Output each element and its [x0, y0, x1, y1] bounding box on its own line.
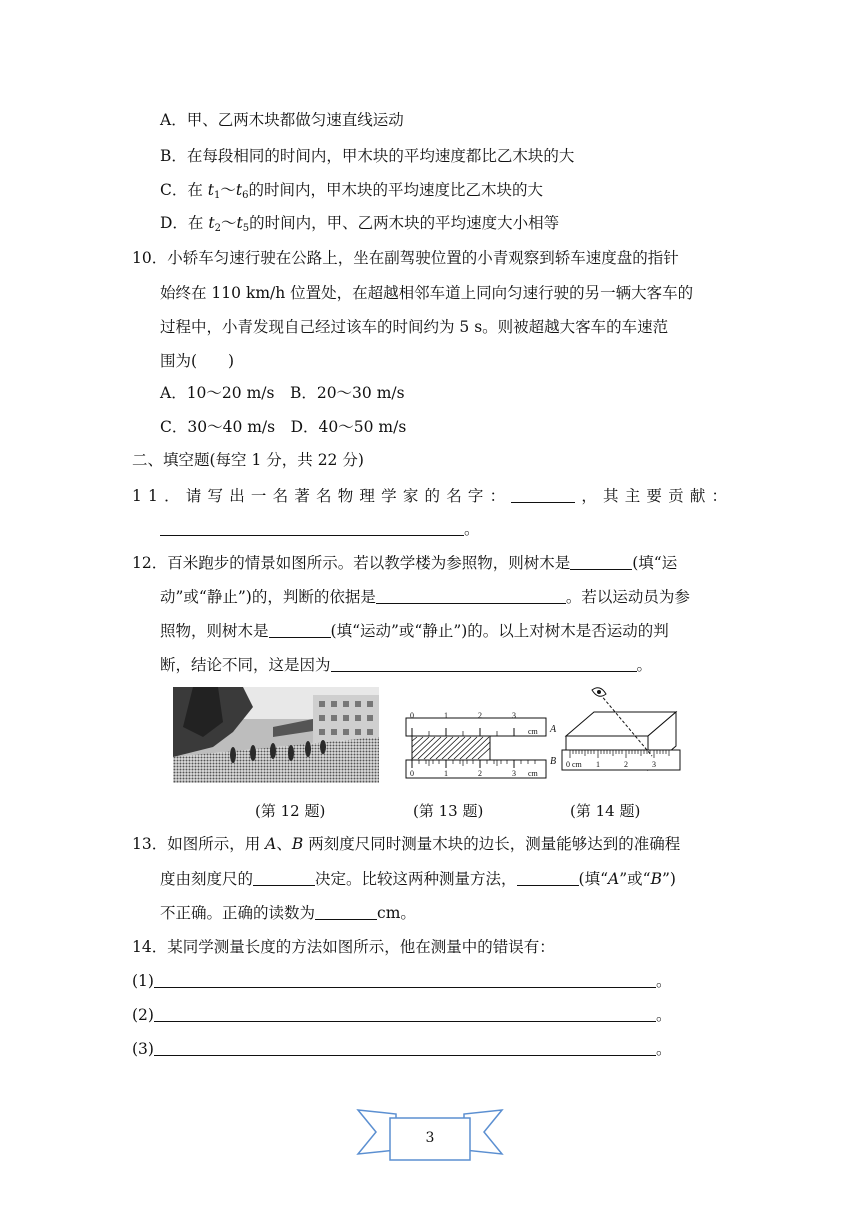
- ruler-b-tick-3: 3: [512, 769, 516, 778]
- answer-blank[interactable]: [376, 588, 566, 604]
- ruler-b-tick-2: 2: [478, 769, 482, 778]
- q14-item-1: (1) 。: [132, 972, 672, 990]
- q11-line-2: 。: [160, 519, 480, 539]
- q12-line-1: 12．百米跑步的情景如图所示。若以教学楼为参照物，则树木是 (填“运: [132, 554, 678, 572]
- ruler-b-tick-0: 0: [410, 769, 414, 778]
- answer-blank[interactable]: [315, 904, 377, 920]
- q10-line-2: 始终在 110 km/h 位置处，在超越相邻车道上同向匀速行驶的另一辆大客车的: [160, 284, 694, 302]
- answer-blank[interactable]: [269, 622, 331, 638]
- q13-line-3: 不正确。正确的读数为 cm。: [160, 904, 416, 922]
- caption-fig-13: (第 13 题): [413, 802, 484, 820]
- ruler-a-tick-3: 3: [512, 711, 516, 720]
- q9-option-d: D．在 $t_2\sim t_5$的时间内，甲、乙两木块的平均速度大小相等: [160, 214, 560, 234]
- q14-stem: 14．某同学测量长度的方法如图所示，他在测量中的错误有：: [132, 938, 555, 956]
- section-heading: 二、填空题(每空 1 分，共 22 分): [132, 451, 364, 469]
- q14-item-3: (3) 。: [132, 1040, 672, 1058]
- answer-blank[interactable]: [154, 1006, 656, 1022]
- ruler-tick-2: 2: [624, 760, 628, 769]
- q12-line-2: 动”或“静止”)的，判断的依据是 。若以运动员为参: [160, 588, 690, 606]
- q9-option-a: A．甲、乙两木块都做匀速直线运动: [160, 111, 404, 129]
- ruler-tick-1: 1: [596, 760, 600, 769]
- q10-line-4: 围为( ): [160, 352, 235, 370]
- ruler-tick-0: 0 cm: [566, 760, 582, 769]
- ruler-a-unit: cm: [528, 727, 538, 736]
- q13-line-1: 13．如图所示，用 A、B 两刻度尺同时测量木块的边长，测量能够达到的准确程: [132, 835, 681, 853]
- ruler-b-unit: cm: [528, 769, 538, 778]
- ruler-a-label: A: [550, 724, 557, 735]
- q9-option-b: B．在每段相同的时间内，甲木块的平均速度都比乙木块的大: [160, 147, 575, 165]
- answer-blank[interactable]: [154, 1040, 656, 1056]
- ruler-a-tick-2: 2: [478, 711, 482, 720]
- answer-blank[interactable]: [160, 520, 464, 536]
- q9-option-c: C．在 $t_1\sim t_6$的时间内，甲木块的平均速度比乙木块的大: [160, 181, 544, 201]
- running-race-photo: [173, 687, 379, 783]
- eye-icon: [592, 688, 606, 697]
- answer-blank[interactable]: [570, 554, 632, 570]
- q13-line-2: 度由刻度尺的 决定。比较这两种测量方法， (填“A”或“B”): [160, 870, 676, 888]
- caption-fig-12: (第 12 题): [255, 802, 326, 820]
- q11-line-1: 11．请写出一名著名物理学家的名字： ，其主要贡献：: [132, 487, 734, 505]
- ruler-measurement-figure: [404, 710, 572, 786]
- page-number: 3: [425, 1130, 435, 1146]
- q12-line-4: 断，结论不同，这是因为 。: [160, 656, 653, 674]
- ruler-error-figure: [560, 686, 690, 786]
- q10-line-1: 10．小轿车匀速行驶在公路上，坐在副驾驶位置的小青观察到轿车速度盘的指针: [132, 249, 679, 267]
- answer-blank[interactable]: [511, 487, 575, 503]
- ruler-a-tick-0: 0: [410, 711, 414, 720]
- answer-blank[interactable]: [154, 972, 656, 988]
- ruler-b-tick-1: 1: [444, 769, 448, 778]
- q10-options-ab: A．10～20 m/s B．20～30 m/s: [160, 384, 405, 402]
- ruler-a-tick-1: 1: [444, 711, 448, 720]
- q10-options-cd: C．30～40 m/s D．40～50 m/s: [160, 418, 407, 436]
- answer-blank[interactable]: [517, 870, 579, 886]
- answer-blank[interactable]: [253, 870, 315, 886]
- q12-line-3: 照物，则树木是 (填“运动”或“静止”)的。以上对树木是否运动的判: [160, 622, 669, 640]
- ruler-b-label: B: [550, 756, 557, 767]
- q14-item-2: (2) 。: [132, 1006, 672, 1024]
- answer-blank[interactable]: [331, 656, 637, 672]
- ruler-tick-3: 3: [652, 760, 656, 769]
- caption-fig-14: (第 14 题): [570, 802, 641, 820]
- q10-line-3: 过程中，小青发现自己经过该车的时间约为 5 s。则被超越大客车的车速范: [160, 318, 669, 336]
